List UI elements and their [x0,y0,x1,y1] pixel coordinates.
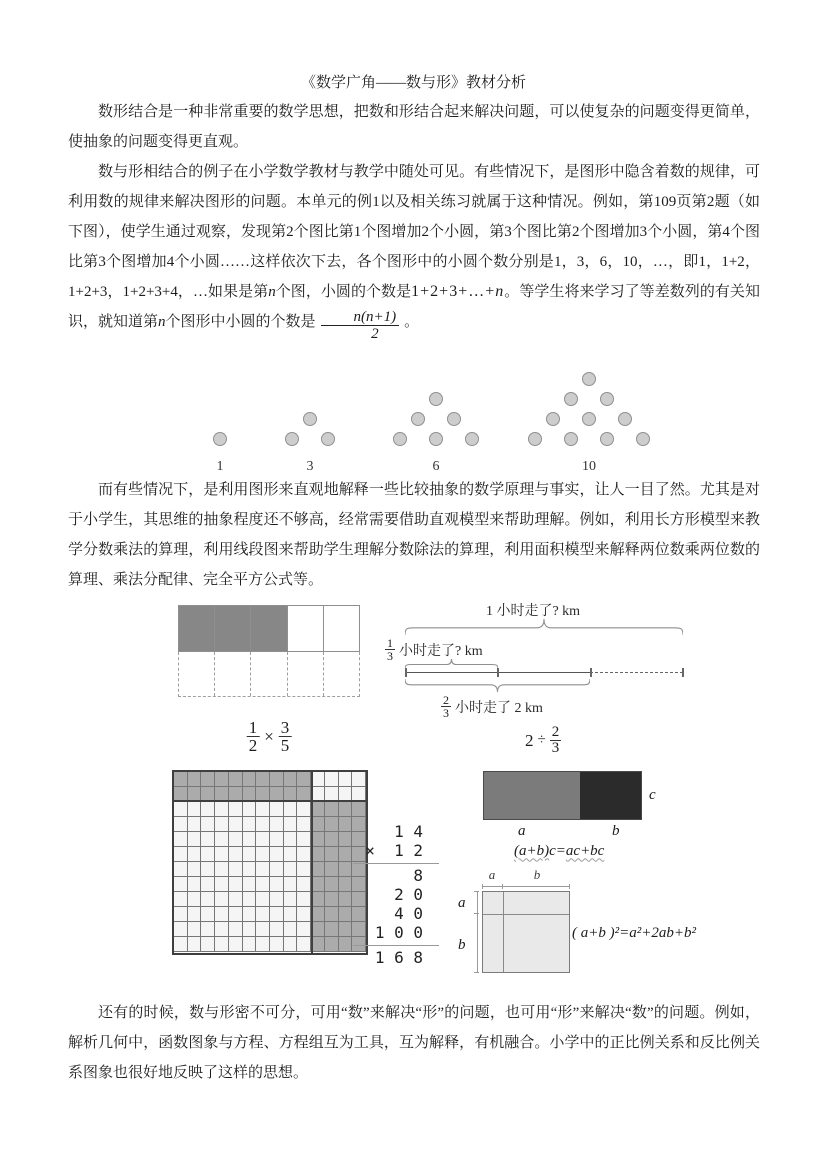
grid-cell [215,892,229,907]
fraction-cell-dashed [288,652,324,696]
dimension-tick [474,972,479,973]
models-figure [0,595,827,985]
rect-part-a [484,772,580,819]
small-curly-brace [405,659,498,669]
dot [618,412,632,426]
grid-cell [188,772,202,787]
paragraph-2-text: 个图形中小圆的个数是 [165,314,316,330]
grid-cell [256,772,270,787]
fraction-denominator: 3 [551,740,560,757]
formula-middle: c= [549,842,566,859]
fraction-cell [251,606,287,651]
grid-cell [297,862,311,877]
grid-cell [215,802,229,817]
grid-cell [229,892,243,907]
square-top-label-a: a [488,866,496,882]
grid-cell [256,937,270,952]
dot [546,412,560,426]
segment-bottom-label [441,694,543,720]
mult-rule [353,945,439,946]
fraction-numerator: n(n+1) [321,309,400,327]
grid-cell [243,937,257,952]
dot-row [285,412,335,426]
grid-cell [256,832,270,847]
paragraph-3: 而有些情况下，是利用图形来直观地解释一些比较抽象的数学原理与事实，让人一目了然。尤其是对于小学生，其思维的抽象程度还不够高，经常需要借助直观模型来帮助理解。例如，利用长方形模型来教学分数乘法的算理，利用线段图来帮助学生理解分数除法的算理，利用面积模型来解释两位数乘两位数的算理、乘法分配律、完全平方公式等。 [68,481,760,588]
fraction-cell [324,606,359,651]
grid-cell [229,877,243,892]
grid-cell [270,907,284,922]
grid-cell [270,772,284,787]
dot-figure-label: 10 [582,458,596,474]
fraction-two-thirds [441,694,451,720]
label-a: a [518,822,526,839]
grid-cell [174,937,188,952]
grid-cell [229,802,243,817]
grid-cell [297,772,311,787]
fraction-one-third [385,637,395,663]
dot-row [528,412,650,426]
dot-row [285,432,335,446]
fraction-cell-dashed [215,652,251,696]
fraction-cell [288,606,324,651]
grid-cell [297,907,311,922]
area-grid [172,770,368,955]
grid-cell [284,847,298,862]
fraction-numerator: 1 [248,717,258,737]
grid-cell [270,832,284,847]
division-sign: ÷ [537,732,546,749]
grid-cell [201,862,215,877]
fraction-model-solid-half [178,605,360,652]
triangle-dot-figures [0,355,827,475]
dot [303,412,317,426]
mult-row: 2 0 [394,884,423,904]
grid-cell [188,907,202,922]
grid-cell [256,817,270,832]
fraction-denominator: 2 [248,736,258,756]
grid-cell [215,877,229,892]
grid-cell [243,892,257,907]
perfect-square-formula: ( a+b )²=a²+2ab+b² [572,924,696,941]
segment-top-label: 1 小时走了? km [485,603,581,619]
grid-cell [243,832,257,847]
grid-cell [229,832,243,847]
grid-cell [311,862,325,877]
grid-cell [215,862,229,877]
grid-cell [270,922,284,937]
grid-cell [339,892,353,907]
dimension-line-left [477,891,478,973]
grid-cell [256,862,270,877]
fraction-cell [215,606,251,651]
fraction-numerator: 2 [443,692,449,707]
grid-cell [229,922,243,937]
grid-cell [325,937,339,952]
grid-cell [352,772,366,787]
dot-figure [393,392,479,475]
dimension-tick [502,884,503,889]
fraction-cell-dashed [179,652,215,696]
mult-row: 1 0 0 [374,922,423,942]
vertical-multiplication [353,822,439,967]
dimension-tick [569,884,570,889]
grid-cell [188,922,202,937]
mult-row: 1 4 [394,821,423,841]
grid-split-vertical [311,770,313,955]
var-n: n [158,314,166,330]
grid-cell [256,802,270,817]
dot [465,432,479,446]
segment-tick [590,668,592,677]
grid-cell [339,772,353,787]
grid-cell [174,892,188,907]
times-sign: × [264,726,274,746]
dot-row [528,432,650,446]
fraction-one-half [247,719,260,756]
dot-row [213,432,227,446]
grid-cell [284,832,298,847]
grid-cell [243,877,257,892]
grid-cell [215,937,229,952]
division-formula [525,725,561,758]
grid-cell [311,802,325,817]
fraction-three-fifths [279,719,292,756]
fraction-numerator: 3 [280,717,290,737]
grid-cell [201,772,215,787]
grid-cell [311,877,325,892]
square-model [482,891,570,973]
top-curly-brace [405,619,683,635]
square-left-label-a: a [458,894,466,911]
grid-cell [188,847,202,862]
grid-cell [256,877,270,892]
grid-cell [339,832,353,847]
grid-cell [243,862,257,877]
grid-cell [215,922,229,937]
fraction-cell-dashed [251,652,287,696]
grid-cell [229,907,243,922]
grid-cell [201,832,215,847]
grid-cell [243,802,257,817]
grid-cell [174,877,188,892]
grid-cell [311,937,325,952]
grid-cell [188,832,202,847]
dot-row [528,372,650,386]
square-left-label-b: b [458,936,466,953]
grid-cell [270,847,284,862]
fraction-numerator: 2 [551,723,560,740]
paragraph-2 [68,157,760,343]
grid-cell [270,862,284,877]
mult-row: 1 6 8 [374,947,423,967]
grid-cell [311,832,325,847]
grid-cell [174,907,188,922]
grid-cell [339,802,353,817]
page-title: 《数学广角——数与形》教材分析 [300,75,526,91]
grid-cell [201,817,215,832]
grid-cell [325,772,339,787]
grid-cell [297,802,311,817]
fraction-denominator: 2 [371,326,379,342]
bottom-curly-brace [405,679,590,692]
dimension-line-top [482,886,570,887]
fraction-two-thirds [550,725,562,758]
paragraph-2-text: 。等学生将来学习了等差数列的有关知识，就知道第 [68,284,760,330]
dot [429,392,443,406]
grid-split-horizontal [172,800,368,802]
grid-cell [325,907,339,922]
grid-cell [297,877,311,892]
dot-figure-label: 6 [432,458,440,474]
paragraph-2-text: 数与形相结合的例子在小学数学教材与教学中随处可见。有些情况下，是图形中隐含着数的规律，可利用数的规律来解决图形的问题。本单元的例1以及相关练习就属于这种情况。例如，第109页第2题（如下图），使学生通过观察，发现第2个图比第1个图增加2个小圆，第3个图比第2个图增加3个小圆，第4个图比第3个图增加4个小圆……这样依次下去，各个图形中的小圆个数分别是1，3，6，10，…，即1，1+2，1+2+3，1+2+3+4，…如果是第 [68,164,760,300]
dot [564,432,578,446]
grid-cell [311,907,325,922]
mult-row: × 1 2 [365,840,423,860]
dot-figure [528,372,650,475]
grid-cell [256,922,270,937]
grid-cell [284,922,298,937]
grid-cell [284,862,298,877]
grid-cell [188,802,202,817]
grid-cell [215,847,229,862]
mult-rule [353,863,439,864]
grid-cell [188,817,202,832]
grid-cell [270,877,284,892]
grid-cell [215,907,229,922]
dot [447,412,461,426]
grid-cell [297,937,311,952]
grid-cell [325,877,339,892]
segment-tick [497,668,499,677]
segment-line-dashed [590,672,683,673]
dot [636,432,650,446]
grid-cell [174,817,188,832]
grid-cell [188,877,202,892]
grid-cell [229,937,243,952]
dot [213,432,227,446]
dot-row [393,392,479,406]
formula-right-underlined: ac+bc [565,842,605,859]
grid-cell [311,817,325,832]
grid-cell [256,907,270,922]
label-c: c [649,786,656,803]
square-inner-vertical [503,892,504,972]
grid-cell [201,877,215,892]
segment-third-text: 小时走了? km [399,643,483,659]
grid-cell [174,922,188,937]
fraction-cell-dashed [324,652,359,696]
grid-cell [284,772,298,787]
grid-cell [311,847,325,862]
dimension-tick [474,913,479,914]
dot-row [393,412,479,426]
var-n: n [268,284,276,300]
dot [600,392,614,406]
fraction-n-n1-over-2 [321,309,400,343]
grid-cell [229,847,243,862]
dot [411,412,425,426]
grid-cell [339,937,353,952]
grid-cell [339,877,353,892]
grid-cell [229,772,243,787]
dot [528,432,542,446]
grid-cell [339,847,353,862]
grid-cell [284,802,298,817]
fraction-cell [179,606,215,651]
grid-cell [284,877,298,892]
grid-cell [270,817,284,832]
grid-cell [297,847,311,862]
paragraph-4: 还有的时候，数与形密不可分，可用“数”来解决“形”的问题，也可用“形”来解决“数”的问题。例如，解析几何中，函数图象与方程、方程组互为工具，互为解释，有机融合。小学中的正比例关系和反比例关系图象也很好地反映了这样的思想。 [68,1004,760,1081]
grid-cell [243,907,257,922]
square-inner-horizontal [483,914,569,915]
grid-cell [188,937,202,952]
var-n: n [495,283,505,300]
dot-figure [285,412,335,475]
grid-cell [201,847,215,862]
grid-cell [201,922,215,937]
fraction-denominator: 3 [443,706,449,721]
grid-cell [325,922,339,937]
segment-bottom-text: 小时走了 2 km [455,700,543,716]
grid-cell [215,817,229,832]
dot-row [528,392,650,406]
grid-cell [188,862,202,877]
grid-cell [174,847,188,862]
fraction-multiplication-formula [247,719,292,756]
grid-cell [339,922,353,937]
dot [285,432,299,446]
dot [393,432,407,446]
distributive-formula [514,843,604,860]
ab-rectangle-model [483,771,642,820]
dividend: 2 [525,730,534,750]
segment-tick [405,668,407,677]
grid-cell [284,892,298,907]
grid-cell [174,832,188,847]
grid-cell [352,802,366,817]
grid-cell [243,817,257,832]
square-top-label-b: b [533,866,541,882]
grid-cell [325,847,339,862]
grid-cell [201,802,215,817]
grid-cell [201,892,215,907]
grid-cell [215,832,229,847]
dot-figure [213,432,227,475]
grid-cell [229,862,243,877]
grid-cell [243,772,257,787]
dot [321,432,335,446]
dot [582,412,596,426]
grid-cell [174,862,188,877]
grid-cell [201,937,215,952]
grid-cell [284,817,298,832]
grid-cell [325,862,339,877]
fraction-model-dashed-half [178,652,360,697]
dot [564,392,578,406]
grid-cell [243,922,257,937]
label-b: b [612,822,620,839]
fraction-numerator: 1 [387,635,393,650]
fraction-denominator: 3 [387,649,393,664]
grid-cell [270,892,284,907]
dot-figure-label: 1 [216,458,224,474]
fraction-denominator: 5 [280,736,290,756]
paragraph-1: 数形结合是一种非常重要的数学思想，把数和形结合起来解决问题，可以使复杂的问题变得更简单，使抽象的问题变得更直观。 [68,104,760,150]
sum-formula: 1+2+3+…+ [411,283,496,300]
grid-cell [339,817,353,832]
grid-cell [297,892,311,907]
grid-cell [339,862,353,877]
grid-cell [297,922,311,937]
rect-part-b [580,772,641,819]
mult-row: 4 0 [394,903,423,923]
grid-cell [284,907,298,922]
grid-cell [270,802,284,817]
grid-cell [297,817,311,832]
grid-cell [325,817,339,832]
grid-cell [284,937,298,952]
grid-cell [229,817,243,832]
grid-cell [325,802,339,817]
grid-cell [270,937,284,952]
dot [429,432,443,446]
grid-cell [256,847,270,862]
grid-cell [215,772,229,787]
grid-cell [311,922,325,937]
grid-cell [188,892,202,907]
grid-cell [339,907,353,922]
grid-cell [325,832,339,847]
paragraph-2-text: 个图，小圆的个数是 [275,284,412,300]
dimension-tick [482,884,483,889]
dot-figure-label: 3 [306,458,314,474]
grid-cell [256,892,270,907]
dimension-tick [474,891,479,892]
dot [600,432,614,446]
grid-cell [297,832,311,847]
grid-cell [325,892,339,907]
paragraph-2-text: 。 [404,314,420,330]
grid-cell [201,907,215,922]
dot-row [393,432,479,446]
dot [582,372,596,386]
segment-tick [682,668,684,677]
formula-left-underlined: (a+b) [514,842,550,859]
mult-row: 8 [413,865,423,885]
grid-cell [311,892,325,907]
grid-cell [243,847,257,862]
grid-cell [174,802,188,817]
grid-cell [174,772,188,787]
grid-cell [311,772,325,787]
